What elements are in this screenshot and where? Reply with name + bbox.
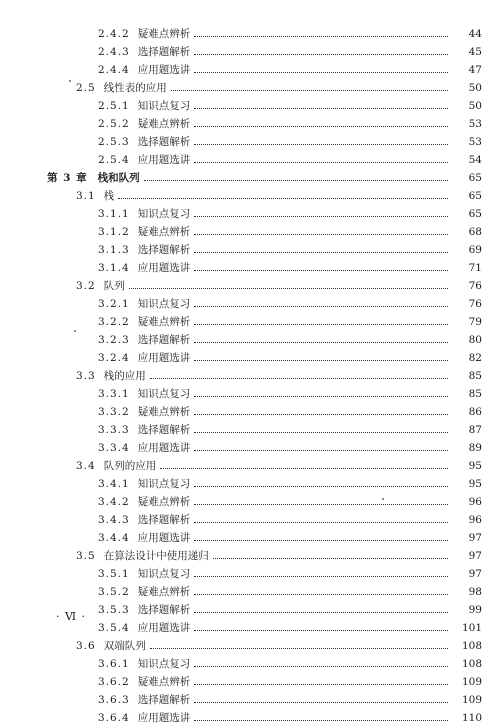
dot-leader: [194, 126, 448, 127]
toc-subsection-entry: [0, 490, 490, 508]
toc-section-entry: [0, 184, 490, 202]
toc-entry-title: 疑难点辨析: [137, 586, 191, 598]
toc-entry-title: 队列的应用: [103, 460, 157, 472]
toc-entry-page: 97: [468, 568, 482, 580]
toc-entry-title: 选择题解析: [137, 424, 191, 436]
toc-subsection-entry: [0, 58, 490, 76]
toc-entry-number: 2.5.3: [98, 136, 130, 148]
toc-subsection-entry: [0, 202, 490, 220]
dot-leader: [194, 252, 448, 253]
toc-entry-page: 109: [461, 676, 482, 688]
toc-entry-page: 101: [461, 622, 482, 634]
toc-entry-page: 44: [468, 28, 482, 40]
toc-entry-page: 53: [468, 118, 482, 130]
toc-entry-number: 3.3: [76, 370, 96, 382]
toc-entry-number: 3.1.1: [98, 208, 130, 220]
toc-entry-number: 3.2.2: [98, 316, 130, 328]
toc-entry-number: 3.4: [76, 460, 96, 472]
toc-entry-number: 3.6.1: [98, 658, 130, 670]
toc-entry-page: 68: [468, 226, 482, 238]
toc-entry-title: 应用题选讲: [137, 262, 191, 274]
toc-entry-page: 97: [468, 532, 482, 544]
toc-entry-number: 3.6: [76, 640, 96, 652]
dot-leader: [213, 558, 448, 559]
scan-speck: [69, 80, 71, 82]
toc-subsection-entry: [0, 22, 490, 40]
toc-subsection-entry: [0, 382, 490, 400]
toc-subsection-entry: [0, 670, 490, 688]
toc-subsection-entry: [0, 526, 490, 544]
toc-entry-number: 2.5.4: [98, 154, 130, 166]
toc-entry-page: 71: [468, 262, 482, 274]
toc-entry-page: 47: [468, 64, 482, 76]
dot-leader: [118, 198, 448, 199]
toc-entry-page: 50: [468, 82, 482, 94]
toc-entry-title: 知识点复习: [137, 568, 191, 580]
toc-entry-number: 3.5.2: [98, 586, 130, 598]
toc-subsection-entry: [0, 580, 490, 598]
toc-section-entry: [0, 634, 490, 652]
dot-leader: [194, 486, 448, 487]
toc-entry-page: 85: [468, 388, 482, 400]
toc-entry-title: 应用题选讲: [137, 154, 191, 166]
toc-entry-title: 选择题解析: [137, 514, 191, 526]
toc-entry-page: 108: [461, 640, 482, 652]
toc-entry-page: 69: [468, 244, 482, 256]
toc-subsection-entry: [0, 418, 490, 436]
dot-leader: [160, 468, 448, 469]
toc-entry-number: 3.3.3: [98, 424, 130, 436]
dot-leader: [194, 666, 448, 667]
toc-entry-title: 知识点复习: [137, 100, 191, 112]
toc-subsection-entry: [0, 40, 490, 58]
dot-leader: [194, 234, 448, 235]
toc-subsection-entry: [0, 652, 490, 670]
dot-leader: [194, 720, 448, 721]
toc-entry-number: 3.1.4: [98, 262, 130, 274]
toc-entry-page: 76: [468, 280, 482, 292]
toc-entry-page: 80: [468, 334, 482, 346]
toc-entry-page: 95: [468, 460, 482, 472]
toc-subsection-entry: [0, 94, 490, 112]
toc-subsection-entry: [0, 436, 490, 454]
toc-entry-title: 应用题选讲: [137, 352, 191, 364]
toc-entry-number: 3.4.4: [98, 532, 130, 544]
toc-entry-number: 2.5.1: [98, 100, 130, 112]
toc-section-entry: [0, 274, 490, 292]
toc-entry-page: 98: [468, 586, 482, 598]
dot-leader: [194, 684, 448, 685]
toc-entry-title: 队列: [103, 280, 125, 292]
toc-section-entry: [0, 544, 490, 562]
toc-entry-number: 3.1: [76, 190, 96, 202]
dot-leader: [144, 180, 448, 181]
toc-entry-title: 应用题选讲: [137, 532, 191, 544]
dot-leader: [194, 576, 448, 577]
toc-entry-title: 应用题选讲: [137, 622, 191, 634]
dot-leader: [194, 594, 448, 595]
toc-entry-number: 3.2.4: [98, 352, 130, 364]
toc-entry-page: 97: [468, 550, 482, 562]
dot-leader: [129, 288, 448, 289]
toc-entry-title: 疑难点辨析: [137, 496, 191, 508]
toc-entry-page: 109: [461, 694, 482, 706]
toc-entry-number: 3.3.4: [98, 442, 130, 454]
toc-entry-number: 2.5.2: [98, 118, 130, 130]
dot-leader: [194, 702, 448, 703]
toc-entry-page: 85: [468, 370, 482, 382]
dot-leader: [194, 72, 448, 73]
toc-entry-title: 选择题解析: [137, 694, 191, 706]
toc-entry-page: 99: [468, 604, 482, 616]
toc-entry-title: 栈: [103, 190, 115, 202]
toc-entry-title: 栈和队列: [97, 172, 140, 184]
toc-entry-number: 3.5.4: [98, 622, 130, 634]
dot-leader: [171, 90, 448, 91]
page-number-footer: · Ⅵ ·: [56, 610, 87, 623]
toc-entry-number: 第 3 章: [47, 172, 88, 184]
toc-subsection-entry: [0, 112, 490, 130]
toc-entry-page: 86: [468, 406, 482, 418]
dot-leader: [194, 36, 448, 37]
toc-entry-title: 双端队列: [103, 640, 146, 652]
toc-entry-title: 知识点复习: [137, 208, 191, 220]
toc-entry-page: 95: [468, 478, 482, 490]
toc-subsection-entry: [0, 706, 490, 724]
toc-subsection-entry: [0, 148, 490, 166]
toc-entry-title: 知识点复习: [137, 658, 191, 670]
toc-entry-page: 53: [468, 136, 482, 148]
toc-entry-page: 82: [468, 352, 482, 364]
dot-leader: [194, 360, 448, 361]
toc-subsection-entry: [0, 310, 490, 328]
dot-leader: [194, 504, 448, 505]
toc-entry-title: 疑难点辨析: [137, 118, 191, 130]
toc-section-entry: [0, 454, 490, 472]
toc-entry-number: 3.5: [76, 550, 96, 562]
toc-entry-title: 疑难点辨析: [137, 676, 191, 688]
toc-entry-number: 2.5: [76, 82, 96, 94]
dot-leader: [194, 540, 448, 541]
toc-entry-number: 2.4.3: [98, 46, 130, 58]
toc-entry-number: 3.2.1: [98, 298, 130, 310]
toc-entry-title: 选择题解析: [137, 46, 191, 58]
dot-leader: [194, 306, 448, 307]
toc-entry-title: 选择题解析: [137, 334, 191, 346]
dot-leader: [194, 432, 448, 433]
toc-section-entry: [0, 76, 490, 94]
toc-subsection-entry: [0, 688, 490, 706]
toc-entry-title: 知识点复习: [137, 478, 191, 490]
toc-entry-title: 疑难点辨析: [137, 406, 191, 418]
toc-entry-page: 76: [468, 298, 482, 310]
toc-entry-number: 3.2.3: [98, 334, 130, 346]
toc-section-entry: [0, 364, 490, 382]
toc-entry-title: 栈的应用: [103, 370, 146, 382]
toc-subsection-entry: [0, 130, 490, 148]
toc-entry-page: 110: [461, 712, 482, 724]
dot-leader: [194, 396, 448, 397]
dot-leader: [194, 216, 448, 217]
dot-leader: [194, 270, 448, 271]
toc-entry-number: 3.6.2: [98, 676, 130, 688]
toc-entry-number: 3.2: [76, 280, 96, 292]
toc-entry-page: 65: [468, 208, 482, 220]
dot-leader: [150, 378, 448, 379]
toc-entry-title: 应用题选讲: [137, 64, 191, 76]
toc-entry-title: 选择题解析: [137, 244, 191, 256]
toc-entry-number: 3.6.4: [98, 712, 130, 724]
toc-subsection-entry: [0, 292, 490, 310]
toc-entry-page: 96: [468, 496, 482, 508]
dot-leader: [194, 108, 448, 109]
toc-entry-title: 知识点复习: [137, 298, 191, 310]
dot-leader: [194, 522, 448, 523]
toc-entry-page: 45: [468, 46, 482, 58]
toc-entry-page: 50: [468, 100, 482, 112]
dot-leader: [194, 342, 448, 343]
scan-speck: [382, 498, 384, 500]
toc-entry-number: 2.4.2: [98, 28, 130, 40]
dot-leader: [194, 162, 448, 163]
toc-entry-number: 3.6.3: [98, 694, 130, 706]
toc-entry-number: 3.4.3: [98, 514, 130, 526]
toc-entry-title: 选择题解析: [137, 604, 191, 616]
toc-entry-number: 3.1.2: [98, 226, 130, 238]
toc-entry-title: 在算法设计中使用递归: [103, 550, 209, 562]
toc-entry-title: 应用题选讲: [137, 712, 191, 724]
dot-leader: [194, 54, 448, 55]
toc-entry-number: 3.3.1: [98, 388, 130, 400]
dot-leader: [150, 648, 448, 649]
dot-leader: [194, 630, 448, 631]
toc-entry-title: 疑难点辨析: [137, 226, 191, 238]
toc-entry-page: 54: [468, 154, 482, 166]
scan-speck: [74, 330, 76, 332]
toc-entry-title: 知识点复习: [137, 388, 191, 400]
toc-entry-number: 2.4.4: [98, 64, 130, 76]
toc-entry-title: 应用题选讲: [137, 442, 191, 454]
toc-entry-number: 3.4.2: [98, 496, 130, 508]
toc-entry-title: 选择题解析: [137, 136, 191, 148]
toc-entry-number: 3.3.2: [98, 406, 130, 418]
dot-leader: [194, 612, 448, 613]
toc-entry-page: 96: [468, 514, 482, 526]
toc-entry-number: 3.1.3: [98, 244, 130, 256]
toc-entry-number: 3.5.3: [98, 604, 130, 616]
toc-entry-page: 79: [468, 316, 482, 328]
toc-entry-number: 3.5.1: [98, 568, 130, 580]
toc-entry-page: 108: [461, 658, 482, 670]
dot-leader: [194, 324, 448, 325]
toc-subsection-entry: [0, 238, 490, 256]
toc-subsection-entry: [0, 472, 490, 490]
toc-entry-page: 65: [468, 190, 482, 202]
toc-subsection-entry: [0, 346, 490, 364]
toc-chapter-entry: [0, 166, 490, 184]
toc-subsection-entry: [0, 508, 490, 526]
dot-leader: [194, 144, 448, 145]
toc-subsection-entry: [0, 256, 490, 274]
toc-entry-title: 疑难点辨析: [137, 316, 191, 328]
toc-entry-title: 线性表的应用: [103, 82, 167, 94]
toc-subsection-entry: [0, 220, 490, 238]
dot-leader: [194, 450, 448, 451]
toc-entry-page: 89: [468, 442, 482, 454]
toc-entry-number: 3.4.1: [98, 478, 130, 490]
toc-subsection-entry: [0, 562, 490, 580]
toc-entry-page: 87: [468, 424, 482, 436]
toc-entry-page: 65: [468, 172, 482, 184]
toc-entry-title: 疑难点辨析: [137, 28, 191, 40]
toc-subsection-entry: [0, 400, 490, 418]
dot-leader: [194, 414, 448, 415]
